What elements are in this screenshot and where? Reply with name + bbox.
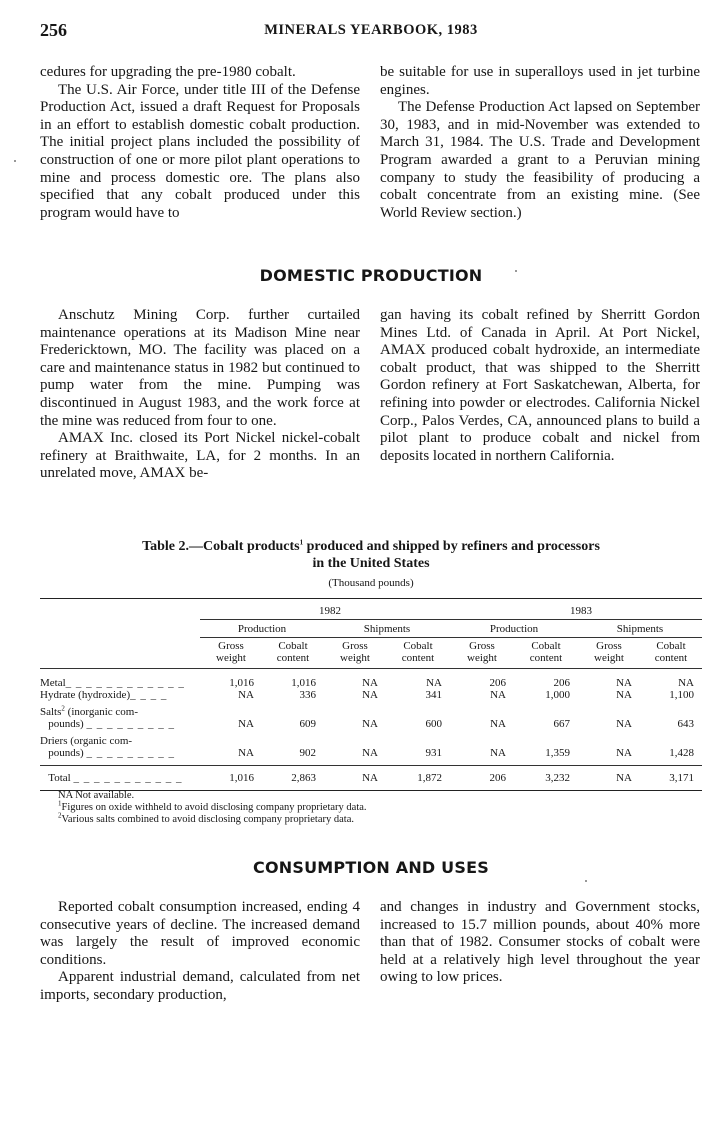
table-note: $^2$Various salts combined to avoid disclosing company proprietary data.	[58, 811, 354, 825]
table-cell: 1,359	[545, 747, 570, 759]
table-cell: 336	[299, 689, 316, 701]
table-cell: NA	[616, 689, 632, 701]
page-number: 256	[40, 20, 67, 40]
table-cell: NA	[490, 747, 506, 759]
paragraph: be suitable for use in superalloys used in jet turbine engines.	[380, 64, 700, 98]
caption-text: produced and shipped by refiners and processors	[303, 539, 600, 554]
consumption-left-column	[40, 899, 360, 1005]
table-cell: NA	[426, 677, 442, 689]
column-header: Cobalt content	[640, 638, 702, 669]
table-row	[40, 730, 702, 766]
group-header: Production	[450, 620, 578, 638]
scan-speck	[515, 270, 517, 272]
column-header: Gross weight	[578, 638, 640, 669]
domestic-production-heading: DOMESTIC PRODUCTION	[259, 266, 483, 285]
table-cell: 1,016	[229, 677, 254, 689]
paragraph: Apparent industrial demand, calculated from net imports, secondary production,	[40, 969, 360, 1003]
table-row	[40, 689, 702, 701]
table-cell: 931	[425, 747, 442, 759]
scan-speck	[585, 880, 587, 882]
table-cell: NA	[616, 718, 632, 730]
consumption-right-column	[380, 899, 700, 987]
table-cell: 206	[489, 677, 506, 689]
table-units: (Thousand pounds)	[328, 577, 414, 589]
table-cell: 3,232	[514, 766, 578, 791]
paragraph: and changes in industry and Government stocks, increased to 15.7 million pounds, about 40% more than that of 1982. Consumer stocks of cobalt were held at a relatively high level throughout the year owing to low prices.	[380, 899, 700, 986]
footnote-marker: 1	[299, 538, 304, 547]
column-header: Cobalt content	[386, 638, 450, 669]
year-header: 1983	[450, 601, 702, 620]
table-row	[40, 701, 702, 730]
table-cell: 3,171	[640, 766, 702, 791]
table-row	[40, 669, 702, 690]
group-header: Shipments	[324, 620, 450, 638]
paragraph: AMAX Inc. closed its Port Nickel nickel-cobalt refinery at Braithwaite, LA, for 2 months. In an unrelated move, AMAX be-	[40, 430, 360, 482]
table-cell: 600	[425, 718, 442, 730]
paragraph: The Defense Production Act lapsed on September 30, 1983, and in mid-November was extended to March 31, 1984. The U.S. Trade and Development Program awarded a grant to a Peruvian mining company to study the feasibility of producing a cobalt concentrate from an existing mine. (See World Review section.)	[380, 99, 700, 221]
table-cell: NA	[362, 689, 378, 701]
running-head: MINERALS YEARBOOK, 1983	[264, 22, 478, 38]
page-header	[40, 20, 702, 42]
table-note: NA Not available.	[58, 790, 135, 801]
table-note: $^1$Figures on oxide withheld to avoid disclosing company proprietary data.	[58, 799, 367, 813]
year-header-row	[40, 601, 702, 620]
cobalt-products-table	[40, 598, 702, 791]
column-header: Gross weight	[450, 638, 514, 669]
table-cell: 902	[299, 747, 316, 759]
table-cell: 1,428	[669, 747, 694, 759]
table-notes	[58, 790, 367, 826]
domestic-right-column	[380, 307, 700, 465]
paragraph: cedures for upgrading the pre-1980 cobalt.	[40, 64, 296, 80]
table-cell: 643	[677, 718, 694, 730]
paragraph: The U.S. Air Force, under title III of the Defense Production Act, issued a draft Request for Proposals in an effort to establish domestic cobalt production. The initial project plans included the possibility of construction of one or more pilot plant operations to mine and process domestic ore. The plans also specified that any cobalt produced under this program would have to	[40, 81, 360, 221]
table-cell: NA	[238, 689, 254, 701]
table-cell: NA	[490, 689, 506, 701]
caption-text: Table 2.—Cobalt products	[142, 539, 300, 554]
table-cell: 341	[425, 689, 442, 701]
group-header: Shipments	[578, 620, 702, 638]
row-label: Driers (organic com- pounds) _ _ _ _ _ _ _ _ _	[40, 735, 175, 759]
domestic-left-column	[40, 307, 360, 483]
consumption-heading: CONSUMPTION AND USES	[253, 858, 489, 877]
table-cell: 2,863	[262, 766, 324, 791]
table-caption	[40, 539, 702, 572]
table-cell: 667	[553, 718, 570, 730]
table-cell: NA	[578, 766, 640, 791]
total-row	[40, 766, 702, 791]
paragraph: Reported cobalt consumption increased, ending 4 consecutive years of decline. The increased demand was largely the result of improved economic conditions.	[40, 899, 360, 968]
paragraph: Anschutz Mining Corp. further curtailed maintenance operations at its Madison Mine near Fredericktown, MO. The facility was placed on a care and maintenance status in 1982 but continued to pump water from the mine. Pumping was discontinued in August 1983, and the work force at the mine was reduced from four to one.	[40, 307, 360, 429]
intro-left-column	[40, 64, 360, 222]
table-cell: 1,016	[291, 677, 316, 689]
table-cell: NA	[362, 677, 378, 689]
row-label: Total _ _ _ _ _ _ _ _ _ _ _	[40, 766, 200, 791]
column-header: Cobalt content	[514, 638, 578, 669]
caption-text: in the United States	[312, 555, 430, 571]
table-cell: 609	[299, 718, 316, 730]
group-header-row	[40, 620, 702, 638]
row-label: Salts$^2$ (inorganic com- pounds) _ _ _ _ _ _ _ _ _	[40, 704, 175, 730]
table-cell: 1,100	[669, 689, 694, 701]
group-header: Production	[200, 620, 324, 638]
table-cell: NA	[616, 677, 632, 689]
table-cell: 1,872	[386, 766, 450, 791]
table-cell: NA	[324, 766, 386, 791]
column-header: Gross weight	[200, 638, 262, 669]
row-label: Metal_ _ _ _ _ _ _ _ _ _ _ _	[40, 677, 185, 689]
table-cell: NA	[678, 677, 694, 689]
subheader-row	[40, 638, 702, 669]
table-cell: 1,000	[545, 689, 570, 701]
year-header: 1982	[200, 601, 450, 620]
table-cell: NA	[238, 718, 254, 730]
row-label: Hydrate (hydroxide)_ _ _ _	[40, 689, 168, 701]
scan-speck	[14, 160, 16, 162]
table-cell: NA	[616, 747, 632, 759]
table-cell: 206	[450, 766, 514, 791]
table-cell: 1,016	[200, 766, 262, 791]
table-cell: NA	[362, 718, 378, 730]
column-header: Cobalt content	[262, 638, 324, 669]
table-cell: 206	[553, 677, 570, 689]
column-header: Gross weight	[324, 638, 386, 669]
table-cell: NA	[362, 747, 378, 759]
table-cell: NA	[490, 718, 506, 730]
table-cell: NA	[238, 747, 254, 759]
paragraph: gan having its cobalt refined by Sherritt Gordon Mines Ltd. of Canada in April. At Port Nickel, AMAX produced cobalt hydroxide, an intermediate cobalt product, that was shipped to the Sherritt Gordon refinery at Fort Saskatchewan, Alberta, for refining into powder or electrodes. California Nickel Corp., Palos Verdes, CA, announced plans to build a pilot plant to produce cobalt and nickel from deposits located in northern California.	[380, 307, 700, 464]
intro-right-column	[380, 64, 700, 222]
